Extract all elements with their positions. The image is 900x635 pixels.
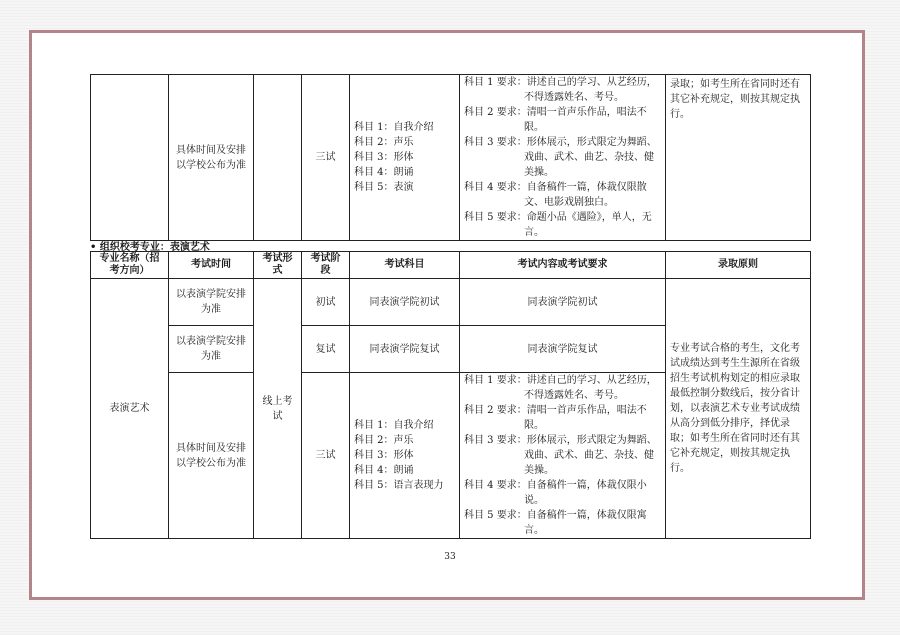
exam-subjects-cell	[350, 373, 460, 539]
subject-line: 科目 2：声乐	[354, 137, 414, 148]
requirement-line: 科目 3 要求：形体展示，形式限定为舞蹈、戏曲、武术、曲艺、杂技、健美操。	[464, 137, 657, 178]
exam-form-cell: 线上考试	[254, 279, 302, 539]
requirement-line: 科目 1 要求：讲述自己的学习、从艺经历，不得透露姓名、考号。	[464, 375, 657, 401]
subject-line: 科目 3：形体	[354, 450, 414, 461]
exam-time-cell: 具体时间及安排以学校公布为准	[169, 75, 254, 241]
exam-time-cell: 具体时间及安排以学校公布为准	[169, 373, 254, 539]
exam-time-cell: 以表演学院安排为准	[169, 279, 254, 326]
requirement-line: 科目 5 要求：自备稿件一篇，体裁仅限寓言。	[464, 510, 647, 536]
subject-line: 科目 5：表演	[354, 182, 414, 193]
major-cell-empty	[91, 75, 169, 241]
exam-subjects-cell: 同表演学院复试	[350, 326, 460, 373]
header-form: 考试形式	[254, 252, 302, 279]
exam-form-cell-empty	[254, 75, 302, 241]
header-subjects: 考试科目	[350, 252, 460, 279]
header-stage: 考试阶段	[302, 252, 350, 279]
exam-stage-cell: 复试	[302, 326, 350, 373]
requirement-line: 科目 5 要求：命题小品《遇险》，单人，无言。	[464, 212, 652, 238]
subject-line: 科目 3：形体	[354, 152, 414, 163]
major-name-cell: 表演艺术	[91, 279, 169, 539]
exam-subjects-cell	[350, 75, 460, 241]
requirement-line: 科目 4 要求：自备稿件一篇，体裁仅限小说。	[464, 480, 647, 506]
requirement-line: 科目 4 要求：自备稿件一篇，体裁仅限散文、电影戏剧独白。	[464, 182, 647, 208]
requirement-line: 科目 2 要求：清唱一首声乐作品，唱法不限。	[464, 405, 647, 431]
exam-subjects-cell: 同表演学院初试	[350, 279, 460, 326]
subject-line: 科目 4：朗诵	[354, 465, 414, 476]
requirement-line: 科目 2 要求：清唱一首声乐作品，唱法不限。	[464, 107, 647, 133]
exam-requirements-cell	[460, 75, 666, 241]
exam-table	[90, 251, 811, 539]
subject-line: 科目 2：声乐	[354, 435, 414, 446]
exam-stage-cell: 三试	[302, 75, 350, 241]
exam-stage-cell: 三试	[302, 373, 350, 539]
exam-requirements-cell	[460, 373, 666, 539]
continuation-table	[90, 74, 811, 241]
subject-line: 科目 1：自我介绍	[354, 420, 434, 431]
requirement-line: 科目 3 要求：形体展示，形式限定为舞蹈、戏曲、武术、曲艺、杂技、健美操。	[464, 435, 657, 476]
admission-principle-cell: 专业考试合格的考生，文化考试成绩达到考生生源所在省级招生考试机构划定的相应录取最低控制分数线后，按分省计划，以表演艺术专业考试成绩从高分到低分排序，择优录取；如考生所在省同时还有其它补充规定，则按其规定执行。	[666, 279, 811, 539]
exam-content-cell: 同表演学院初试	[460, 279, 666, 326]
subject-line: 科目 5：语言表现力	[354, 480, 444, 491]
exam-time-cell: 以表演学院安排为准	[169, 326, 254, 373]
header-time: 考试时间	[169, 252, 254, 279]
section-title: • 组织校考专业：表演艺术	[90, 242, 210, 253]
header-content: 考试内容或考试要求	[460, 252, 666, 279]
subject-line: 科目 1：自我介绍	[354, 122, 434, 133]
exam-content-cell: 同表演学院复试	[460, 326, 666, 373]
subject-line: 科目 4：朗诵	[354, 167, 414, 178]
header-major: 专业名称（招考方向）	[91, 252, 169, 279]
exam-stage-cell: 初试	[302, 279, 350, 326]
requirement-line: 科目 1 要求：讲述自己的学习、从艺经历，不得透露姓名、考号。	[464, 77, 657, 103]
header-principle: 录取原则	[666, 252, 811, 279]
admission-principle-cell: 录取；如考生所在省同时还有其它补充规定，则按其规定执行。	[666, 75, 811, 241]
page-number: 33	[444, 552, 456, 562]
